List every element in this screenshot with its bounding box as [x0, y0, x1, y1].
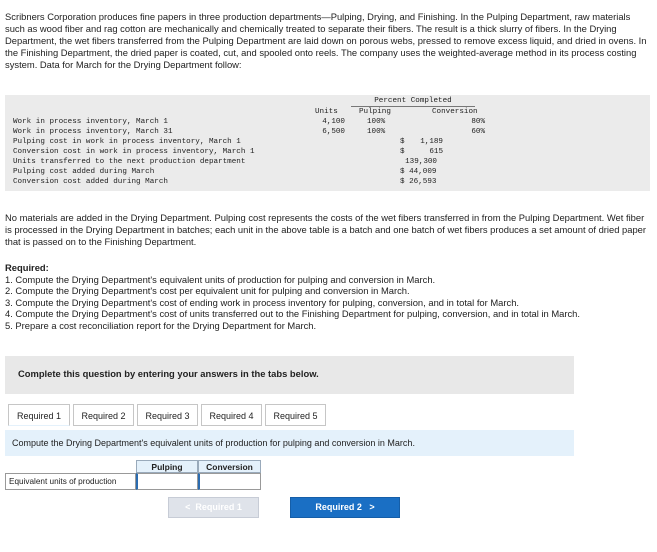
instructions-banner [5, 356, 574, 394]
units-header: Units [315, 108, 338, 116]
row-amount: 139,300 [405, 158, 437, 166]
percent-completed-header: Percent Completed [351, 96, 475, 107]
data-table [5, 95, 650, 191]
previous-required-button[interactable] [168, 497, 259, 518]
conversion-equivalent-units-input[interactable] [198, 473, 261, 490]
row-label: Pulping cost added during March [13, 168, 155, 176]
previous-button-label: Required 1 [195, 502, 242, 512]
row-amount: 1,189 [420, 138, 443, 146]
tab-required-1[interactable]: Required 1 [8, 404, 70, 426]
required-item: 2. Compute the Drying Department's cost per equivalent unit for pulping and conversion in March. [5, 285, 410, 297]
required-item: 1. Compute the Drying Department's equivalent units of production for pulping and conversion in March. [5, 273, 436, 285]
row-amount: $ 44,009 [400, 168, 437, 176]
table-row [13, 147, 255, 157]
pulping-header: Pulping [359, 108, 391, 116]
conversion-column-header: Conversion [198, 460, 261, 473]
problem-intro: Scribners Corporation produces fine papers in three production departments—Pulping, Drying, and Finishing. In the Pulping Department, raw materials such as wood fiber and rag cotton are mechanically and chemically treated to separate their fibers. The result is a thick slurry of fibers. In the Drying Department, the wet fibers transferred from the Pulping Department are laid down on porous webs, pressed to remove excess liquid, and dried in ovens. In the Finishing Department, the dried paper is coated, cut, and spooled onto reels. The company uses the weighted-average method in its process costing system. Data for March for the Drying Department follow: [5, 11, 647, 71]
table-row [13, 127, 173, 137]
table-row [13, 137, 241, 147]
required-section [5, 262, 653, 332]
row-units: 6,500 [322, 128, 345, 136]
problem-note: No materials are added in the Drying Department. Pulping cost represents the costs of the wet fibers transferred in from the Pulping Department. Wet fiber is processed in the Drying Department in batches; each unit in the above table is a batch and one batch of wet fibers produces a set amount of dried paper that is passed on to the Finishing Department. [5, 212, 647, 248]
table-row [13, 177, 168, 187]
row-pulping: 100% [367, 118, 386, 126]
pulping-equivalent-units-input[interactable] [136, 473, 198, 490]
row-amount: 615 [429, 148, 443, 156]
equivalent-units-label: Equivalent units of production [5, 473, 136, 490]
row-currency: $ [400, 148, 405, 156]
row-conversion: 80% [471, 118, 485, 126]
row-label: Conversion cost added during March [13, 178, 168, 186]
row-label: Conversion cost in work in process inventory, March 1 [13, 148, 255, 156]
tab-required-4[interactable]: Required 4 [201, 404, 262, 426]
required-title: Required: [5, 262, 49, 273]
row-currency: $ [400, 138, 405, 146]
tab-required-2[interactable]: Required 2 [73, 404, 134, 426]
table-row [13, 117, 168, 127]
conversion-header: Conversion [432, 108, 478, 116]
row-label: Work in process inventory, March 31 [13, 128, 173, 136]
row-label: Work in process inventory, March 1 [13, 118, 168, 126]
tab-required-5[interactable]: Required 5 [265, 404, 326, 426]
next-required-button[interactable] [290, 497, 400, 518]
table-row [13, 167, 154, 177]
instructions-text: Complete this question by entering your answers in the tabs below. [18, 368, 319, 379]
required-item: 3. Compute the Drying Department's cost of ending work in process inventory for pulping, conversion, and in total for March. [5, 296, 520, 308]
next-button-label: Required 2 [315, 502, 362, 512]
row-amount: $ 26,593 [400, 178, 437, 186]
tab-required-3[interactable]: Required 3 [137, 404, 198, 426]
chevron-left-icon: < [185, 502, 191, 512]
question-prompt: Compute the Drying Department's equivalent units of production for pulping and conversion in March. [12, 438, 415, 448]
row-conversion: 60% [471, 128, 485, 136]
required-item: 4. Compute the Drying Department's cost of units transferred out to the Finishing Department for pulping, conversion, and in total in March. [5, 308, 580, 320]
row-units: 4,100 [322, 118, 345, 126]
tab-panel-header [5, 430, 574, 456]
pulping-column-header: Pulping [136, 460, 198, 473]
chevron-right-icon: > [369, 502, 375, 512]
row-label: Units transferred to the next production department [13, 158, 246, 166]
table-row [13, 157, 245, 167]
answer-table [5, 460, 261, 490]
row-label: Pulping cost in work in process inventory, March 1 [13, 138, 241, 146]
row-pulping: 100% [367, 128, 386, 136]
required-item: 5. Prepare a cost reconciliation report for the Drying Department for March. [5, 319, 317, 331]
